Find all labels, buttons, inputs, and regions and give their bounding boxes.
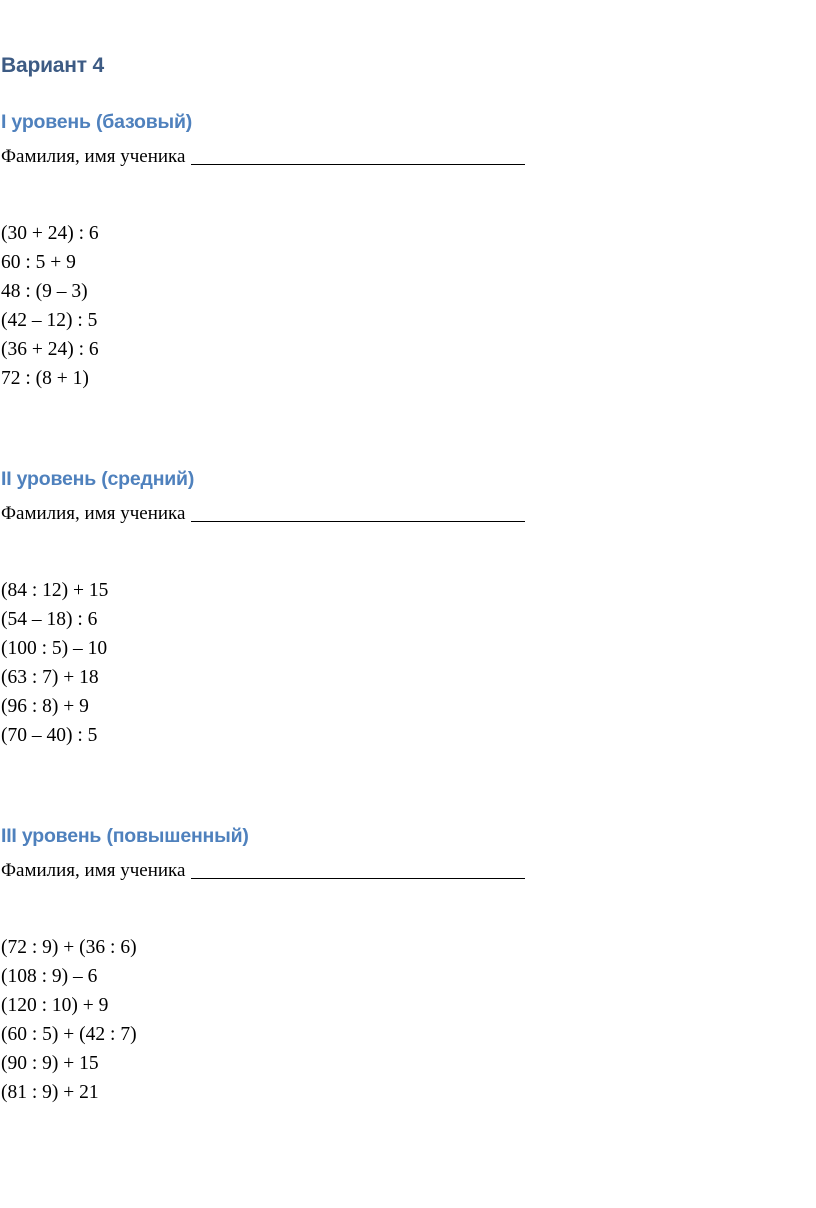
variant-title: Вариант 4	[1, 54, 104, 77]
student-name-label: Фамилия, имя ученика	[1, 503, 186, 524]
level-2-section	[1, 465, 801, 750]
exercise-item: (81 : 9) + 21	[1, 1082, 99, 1103]
level-2-heading: II уровень (средний)	[1, 468, 195, 490]
exercise-item: (30 + 24) : 6	[1, 223, 99, 244]
exercise-item: (84 : 12) + 15	[1, 580, 109, 601]
student-name-line	[1, 145, 801, 169]
student-name-line	[1, 502, 801, 526]
exercise-item: 48 : (9 – 3)	[1, 281, 88, 302]
exercise-list	[1, 219, 801, 393]
exercise-item: (96 : 8) + 9	[1, 696, 89, 717]
exercise-item: (54 – 18) : 6	[1, 609, 98, 630]
exercise-item: (36 + 24) : 6	[1, 339, 99, 360]
exercise-item: (120 : 10) + 9	[1, 995, 109, 1016]
student-name-blank[interactable]	[191, 163, 525, 165]
exercise-item: (42 – 12) : 5	[1, 310, 98, 331]
exercise-item: (63 : 7) + 18	[1, 667, 99, 688]
student-name-label: Фамилия, имя ученика	[1, 860, 186, 881]
student-name-blank[interactable]	[191, 520, 525, 522]
level-1-section	[1, 108, 801, 393]
exercise-item: (100 : 5) – 10	[1, 638, 108, 659]
exercise-item: (72 : 9) + (36 : 6)	[1, 937, 137, 958]
exercise-list	[1, 933, 801, 1107]
exercise-item: 72 : (8 + 1)	[1, 368, 89, 389]
student-name-blank[interactable]	[191, 877, 525, 879]
exercise-item: (70 – 40) : 5	[1, 725, 98, 746]
level-1-heading: I уровень (базовый)	[1, 111, 193, 133]
level-3-heading: III уровень (повышенный)	[1, 825, 249, 847]
exercise-item: (108 : 9) – 6	[1, 966, 98, 987]
exercise-item: (60 : 5) + (42 : 7)	[1, 1024, 137, 1045]
student-name-label: Фамилия, имя ученика	[1, 146, 186, 167]
level-3-section	[1, 822, 801, 1107]
exercise-list	[1, 576, 801, 750]
exercise-item: 60 : 5 + 9	[1, 252, 76, 273]
exercise-item: (90 : 9) + 15	[1, 1053, 99, 1074]
student-name-line	[1, 859, 801, 883]
